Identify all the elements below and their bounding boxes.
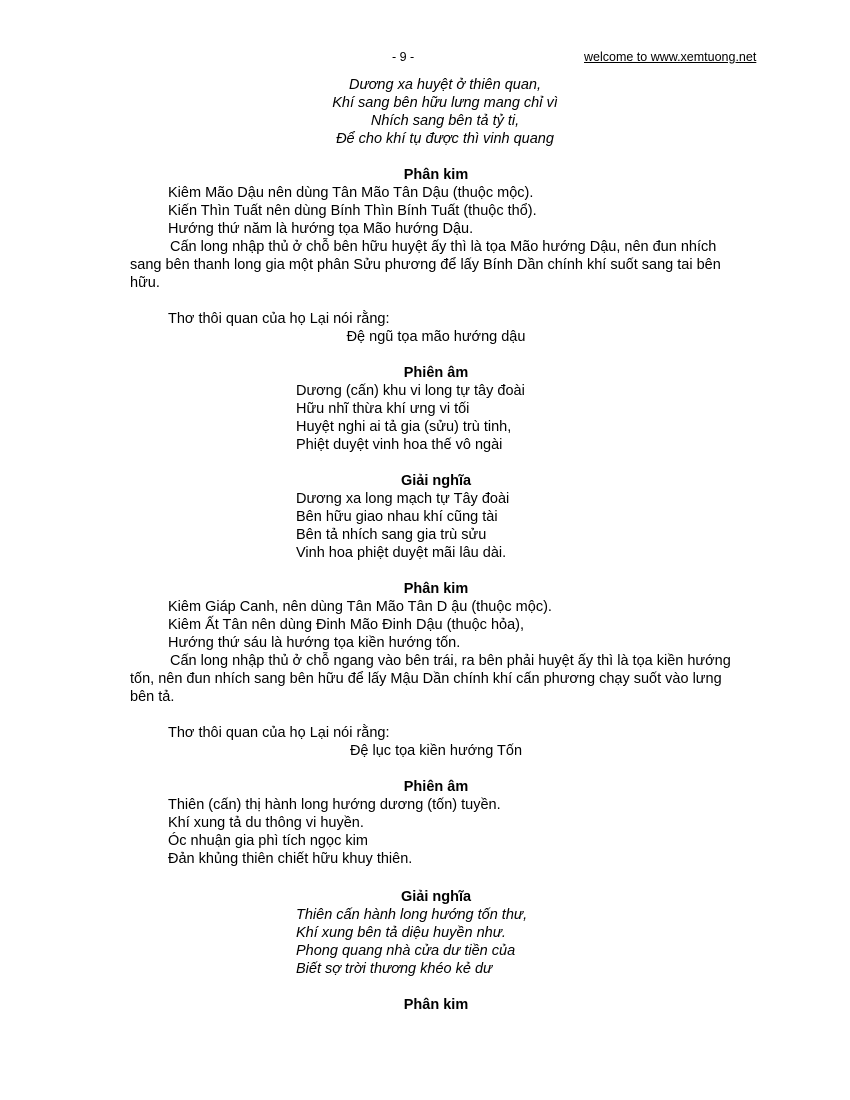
- verse-line: Huyệt nghi ai tả gia (sửu) trù tinh,: [296, 419, 512, 435]
- poem-line: Dương xa huyệt ở thiên quan,: [349, 77, 541, 93]
- verse-line: Vinh hoa phiệt duyệt mãi lâu dài.: [296, 545, 507, 561]
- poem-line: Để cho khí tụ được thì vinh quang: [336, 131, 554, 147]
- section1-lines: [168, 184, 537, 238]
- section-heading: Giải nghĩa: [400, 889, 472, 905]
- verse-line: Đản khủng thiên chiết hữu khuy thiên.: [168, 851, 413, 867]
- section-heading: Phân kim: [403, 167, 469, 183]
- text-line: Hướng thứ sáu là hướng tọa kiền hướng tốn.: [168, 635, 461, 651]
- poem-subtitle: Đệ lục tọa kiền hướng Tốn: [349, 743, 523, 759]
- section-heading: Phân kim: [403, 581, 469, 597]
- verse-line: Óc nhuận gia phì tích ngọc kim: [168, 833, 368, 849]
- verse-line: Biết sợ trời thương khéo kẻ dư: [296, 961, 493, 977]
- text-line: Hướng thứ năm là hướng tọa Mão hướng Dậu.: [168, 221, 474, 237]
- poem-subtitle: Đệ ngũ tọa mão hướng dậu: [346, 329, 526, 345]
- text-line: Kiêm Giáp Canh, nên dùng Tân Mão Tân D ậu (thuộc mộc).: [168, 599, 552, 615]
- verse-line: Thiên (cấn) thị hành long hướng dương (tốn) tuyền.: [168, 797, 501, 813]
- giai-nghia-2-lines: [296, 906, 527, 978]
- giai-nghia-1-lines: [296, 490, 509, 562]
- section1-paragraph: Cấn long nhập thủ ở chỗ bên hữu huyệt ấy thì là tọa Mão hướng Dậu, nên đun nhích sang bên thanh long gia một phân Sửu phương để lấy Bính Dần chính khí suốt sang tai bên hữu.: [130, 239, 721, 291]
- section-heading: Giải nghĩa: [400, 473, 472, 489]
- quote-intro: Thơ thôi quan của họ Lại nói rằng:: [168, 725, 390, 741]
- section2-lines: [168, 598, 552, 652]
- verse-line: Dương (cấn) khu vi long tự tây đoài: [296, 383, 525, 399]
- verse-line: Bên hữu giao nhau khí cũng tài: [296, 509, 498, 525]
- verse-line: Hữu nhĩ thừa khí ưng vi tối: [296, 401, 470, 417]
- section2-paragraph: Cấn long nhập thủ ở chỗ ngang vào bên trái, ra bên phải huyệt ấy thì là tọa kiền hướng tốn, nên đun nhích sang bên hữu để lấy Mậu Dần chính khí cấn phương chạy suốt vào lưng bên tả.: [130, 653, 731, 705]
- section-heading: Phân kim: [403, 997, 469, 1013]
- verse-line: Phiệt duyệt vinh hoa thế vô ngài: [296, 437, 503, 453]
- page-number: - 9 -: [392, 50, 415, 64]
- phien-am-1-lines: [296, 382, 525, 454]
- section-heading: Phiên âm: [403, 779, 469, 795]
- verse-line: Dương xa long mạch tự Tây đoài: [296, 491, 510, 507]
- verse-line: Thiên cấn hành long hướng tốn thư,: [296, 907, 528, 923]
- text-line: Kiến Thìn Tuất nên dùng Bính Thìn Bính Tuất (thuộc thổ).: [168, 203, 537, 219]
- top-poem: [180, 76, 710, 148]
- verse-line: Phong quang nhà cửa dư tiền của: [296, 943, 516, 959]
- poem-line: Nhích sang bên tả tỷ ti,: [370, 113, 520, 129]
- poem-line: Khí sang bên hữu lưng mang chỉ vì: [332, 95, 558, 111]
- phien-am-2-lines: [168, 796, 501, 868]
- quote-intro: Thơ thôi quan của họ Lại nói rằng:: [168, 311, 390, 327]
- site-link[interactable]: welcome to www.xemtuong.net: [584, 50, 757, 64]
- verse-line: Bên tả nhích sang gia trù sửu: [296, 527, 487, 543]
- text-line: Kiêm Ất Tân nên dùng Đinh Mão Đinh Dậu (thuộc hỏa),: [168, 617, 524, 633]
- verse-line: Khí xung bên tả diệu huyền như.: [296, 925, 506, 941]
- text-line: Kiêm Mão Dậu nên dùng Tân Mão Tân Dậu (thuộc mộc).: [168, 185, 534, 201]
- verse-line: Khí xung tả du thông vi huyền.: [168, 815, 364, 831]
- section-heading: Phiên âm: [403, 365, 469, 381]
